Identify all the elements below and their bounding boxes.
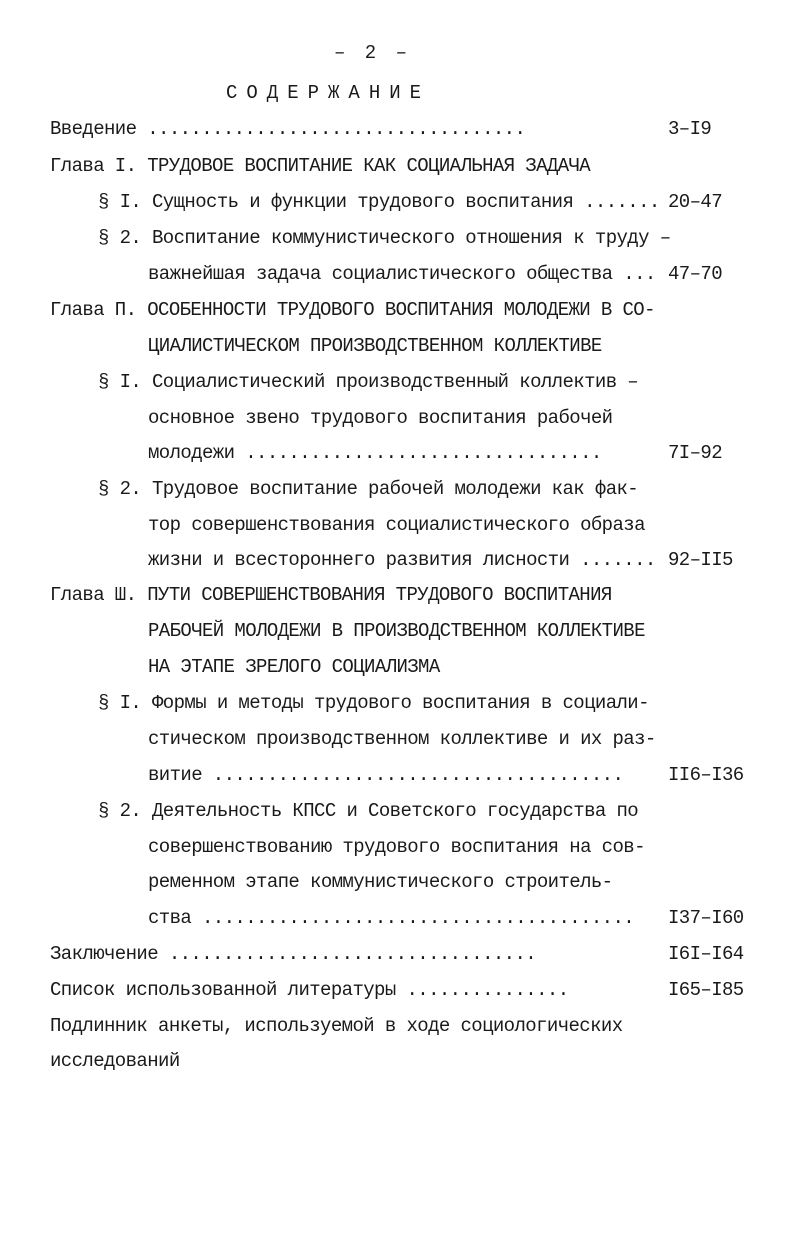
toc-ch3-section-2-cont2: ременном этапе коммунистического строитель- — [148, 871, 613, 893]
toc-chapter-3-cont: РАБОЧЕЙ МОЛОДЕЖИ В ПРОИЗВОДСТВЕННОМ КОЛЛЕКТИВЕ — [148, 620, 645, 642]
toc-ch2-section-1: § I. Социалистический производственный коллектив – — [98, 371, 639, 393]
toc-page-conclusion: I6I–I64 — [668, 943, 744, 965]
toc-page-ch2-s2: 92–II5 — [668, 549, 733, 571]
toc-ch3-section-2: § 2. Деятельность КПСС и Советского государства по — [98, 800, 639, 822]
page-number: – 2 – — [334, 42, 412, 64]
toc-ch2-section-1-cont2: молодежи ................................. — [148, 442, 602, 464]
toc-entry-appendix: Подлинник анкеты, используемой в ходе социологических — [50, 1015, 623, 1037]
toc-entry-appendix-cont: исследований — [50, 1050, 180, 1072]
toc-chapter-1: Глава I. ТРУДОВОЕ ВОСПИТАНИЕ КАК СОЦИАЛЬНАЯ ЗАДАЧА — [50, 155, 591, 177]
toc-ch2-section-2: § 2. Трудовое воспитание рабочей молодежи как фак- — [98, 478, 639, 500]
toc-chapter-3-cont2: НА ЭТАПЕ ЗРЕЛОГО СОЦИАЛИЗМА — [148, 656, 440, 678]
toc-chapter-2: Глава П. ОСОБЕННОСТИ ТРУДОВОГО ВОСПИТАНИЯ МОЛОДЕЖИ В СО- — [50, 299, 655, 321]
toc-ch1-section-2: § 2. Воспитание коммунистического отношения к труду – — [98, 227, 671, 249]
toc-ch3-section-1-cont: стическом производственном коллективе и их раз- — [148, 728, 656, 750]
toc-page-ch3-s2: I37–I60 — [668, 907, 744, 929]
toc-chapter-3: Глава Ш. ПУТИ СОВЕРШЕНСТВОВАНИЯ ТРУДОВОГО ВОСПИТАНИЯ — [50, 584, 612, 606]
toc-ch3-section-2-cont: совершенствованию трудового воспитания на сов- — [148, 836, 645, 858]
toc-ch2-section-1-cont: основное звено трудового воспитания рабочей — [148, 407, 613, 429]
toc-page-ch3-s1: II6–I36 — [668, 764, 744, 786]
page-title: СОДЕРЖАНИЕ — [226, 82, 431, 104]
toc-entry-intro: Введение ................................... — [50, 118, 526, 140]
toc-page-intro: 3–I9 — [668, 118, 712, 140]
toc-ch3-section-1-cont2: витие ...................................... — [148, 764, 624, 786]
toc-ch2-section-2-cont: тор совершенствования социалистического образа — [148, 514, 645, 536]
toc-ch3-section-2-cont3: ства ........................................ — [148, 907, 635, 929]
toc-page-literature: I65–I85 — [668, 979, 744, 1001]
toc-ch3-section-1: § I. Формы и методы трудового воспитания в социали- — [98, 692, 649, 714]
toc-ch2-section-2-cont2: жизни и всестороннего развития лисности ....... — [148, 549, 656, 571]
toc-page-ch2-s1: 7I–92 — [668, 442, 723, 464]
toc-chapter-2-cont: ЦИАЛИСТИЧЕСКОМ ПРОИЗВОДСТВЕННОМ КОЛЛЕКТИВЕ — [148, 335, 602, 357]
toc-entry-conclusion: Заключение .................................. — [50, 943, 537, 965]
toc-page-ch1-s2: 47–70 — [668, 263, 723, 285]
toc-ch1-section-2-cont: важнейшая задача социалистического общества ... — [148, 263, 656, 285]
toc-ch1-section-1: § I. Сущность и функции трудового воспитания ....... — [98, 191, 660, 213]
toc-entry-literature: Список использованной литературы ............... — [50, 979, 569, 1001]
toc-page-ch1-s1: 20–47 — [668, 191, 723, 213]
